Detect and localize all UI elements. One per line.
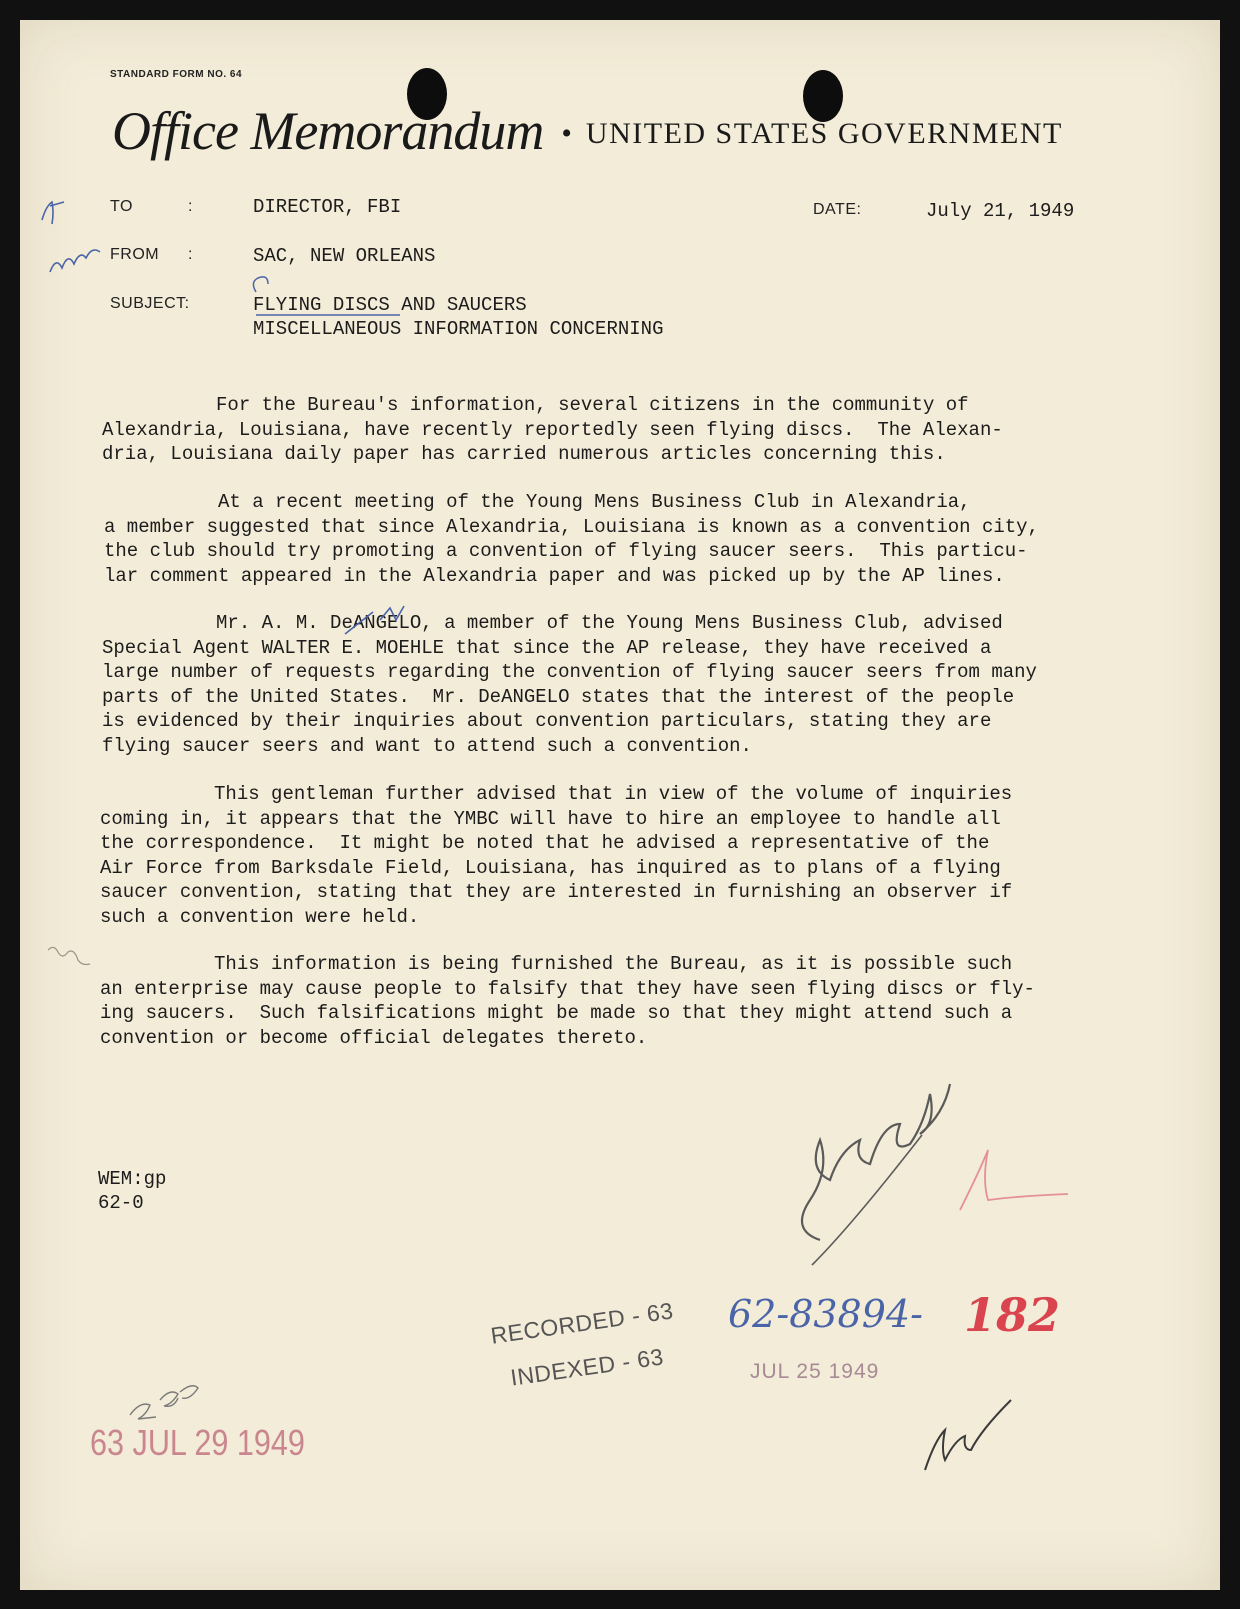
masthead-government: UNITED STATES GOVERNMENT [585,117,1063,150]
masthead [112,100,1063,162]
form-number: STANDARD FORM NO. 64 [110,69,243,80]
date-label: DATE: [813,201,862,218]
date-stamp-bottom: 63 JUL 29 1949 [90,1422,305,1463]
signature-scribble [802,1084,950,1240]
date-stamp-center: JUL 25 1949 [750,1360,880,1383]
masthead-title: Office Memorandum [112,101,544,161]
paragraph-5: This information is being furnished the Bureau, as it is possible such an enterprise may cause people to falsify that they have seen flying discs or fly- ing saucers. Such falsifications might be made so that they might attend such a convention or become official delegates thereto. [100,953,1035,1049]
from-value: SAC, NEW ORLEANS [253,245,436,267]
subject-pencil-circle [253,277,268,292]
to-label: TO [110,198,133,215]
signature-underline [812,1135,922,1265]
indexed-stamp: INDEXED - 63 [508,1343,666,1391]
margin-initials-mark [42,202,64,224]
to-colon: : [188,198,193,215]
date-value: July 21, 1949 [926,200,1075,222]
reference-initials: WEM:gp [98,1168,167,1190]
from-label: FROM [110,246,160,263]
faint-received-stamp: ​ [427,1260,434,1280]
margin-pencil-mark [48,947,90,964]
memo-page [20,20,1220,1590]
paragraph-4: This gentleman further advised that in view of the volume of inquiries coming in, it appears that the YMBC will have to hire an employee to handle all the correspondence. It might be noted that he advised a representative of the Air Force from Barksdale Field, Louisiana, has inquired as to plans of a flying saucer convention, stating that they are interested in furnishing an observer if such a convention were held. [100,783,1013,928]
to-value: DIRECTOR, FBI [253,196,402,218]
recorded-stamp: RECORDED - 63 [489,1297,675,1349]
paragraph-2: At a recent meeting of the Young Mens Business Club in Alexandria, a member suggested that since Alexandria, Louisiana is known as a convention city, the club should try promoting a convention of flying saucer seers. This particu- lar comment appeared in the Alexandria paper and was picked up by the AP lines. [104,491,1039,587]
paragraph-1: For the Bureau's information, several citizens in the community of Alexandria, Louisiana, have recently reportedly seen flying discs. The Alexan- dria, Louisiana daily paper has carried numerous articles concerning this. [102,394,1003,465]
masthead-separator: • [561,117,572,150]
subject-line-2: MISCELLANEOUS INFORMATION CONCERNING [253,318,664,340]
reference-file: 62-0 [98,1192,144,1214]
margin-scribble-mark [50,250,100,272]
subject-line-1: FLYING DISCS AND SAUCERS [253,294,527,316]
serial-number-handwritten: 182 [964,1288,1061,1342]
paragraph-3: Mr. A. M. DeANGELO, a member of the Young Mens Business Club, advised Special Agent WALTER E. MOEHLE that since the AP release, they have received a large number of requests regarding the convention of flying saucer seers from many parts of the United States. Mr. DeANGELO states that the interest of the people is evidenced by their inquiries about convention particulars, stating they are flying saucer seers and want to attend such a convention. [102,612,1037,757]
pencil-number-mark [130,1386,198,1419]
pink-check-mark [960,1150,1068,1210]
from-colon: : [188,246,193,263]
bottom-right-initials [925,1400,1011,1470]
subject-label: SUBJECT: [110,295,190,312]
file-number-handwritten: 62-83894- [728,1292,923,1336]
